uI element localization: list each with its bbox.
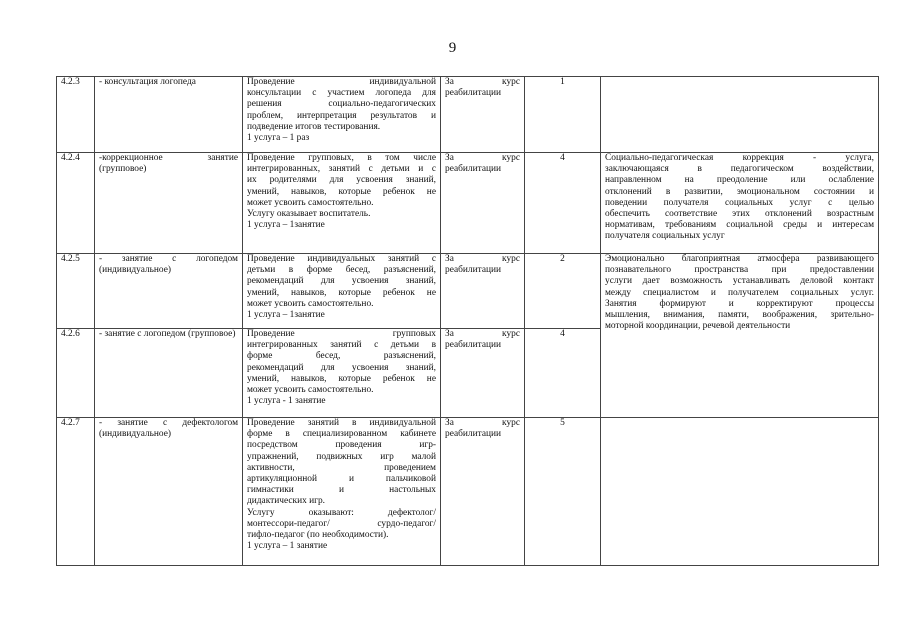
desc-line: детьми в форме бесед, разъяснений, [247, 265, 436, 276]
service-unit: 1 услуга – 1 занятие [247, 541, 328, 552]
content-line: между специалистом и получателем социальных услуг. [605, 287, 874, 298]
service-name: - занятие с логопедом (индивидуальное) [95, 254, 243, 329]
term-line: За курс [445, 254, 520, 264]
service-quantity: 2 [525, 254, 601, 329]
desc-line: форме в специализированном кабинете [247, 429, 436, 440]
content-line: познавательного пространства при предоставлении [605, 265, 874, 276]
content-line: Эмоционально благоприятная атмосфера развивающего [605, 254, 874, 264]
desc-line: Проведение индивидуальной [247, 77, 436, 87]
desc-line: интегрированных, занятий с детьми и с [247, 164, 436, 175]
service-quantity: 4 [525, 329, 601, 418]
service-description [243, 77, 441, 153]
desc-line: может усвоить самостоятельно. [247, 298, 374, 309]
desc-line: их родителями для усвоения знаний, [247, 175, 436, 186]
service-term [441, 418, 525, 566]
desc-line: дидактических игр. [247, 496, 326, 507]
desc-line: интегрированных занятий с детьми в [247, 340, 436, 351]
term-line: реабилитации [445, 429, 502, 440]
service-unit: 1 услуга – 1занятие [247, 220, 325, 231]
table-row [57, 153, 879, 254]
term-line: За курс [445, 329, 520, 339]
provider-line: Услугу оказывают: дефектолог/ [247, 507, 436, 518]
desc-line: проблем, интерпретация результатов и [247, 110, 436, 121]
service-term [441, 329, 525, 418]
page-number: 9 [448, 40, 457, 56]
content-line: заключающаяся в педагогическом воздействии, [605, 164, 874, 175]
desc-line: консультации с участием логопеда для [247, 88, 436, 99]
services-table [56, 76, 879, 566]
desc-line: умений, навыков, которые ребенок не [247, 287, 436, 298]
row-number: 4.2.3 [57, 77, 95, 153]
content-line: поведении получателя социальных услуг с целью [605, 197, 874, 208]
desc-line: артикуляционной и пальчиковой [247, 474, 436, 485]
service-description [243, 153, 441, 254]
desc-line: Проведение индивидуальных занятий с [247, 254, 436, 264]
service-unit: 1 услуга - 1 занятие [247, 396, 326, 407]
content-line: получателя социальных услуг [605, 231, 725, 242]
desc-line: Проведение занятий в индивидуальной [247, 418, 436, 428]
service-quantity: 5 [525, 418, 601, 566]
service-description [243, 418, 441, 566]
service-term [441, 77, 525, 153]
term-line: реабилитации [445, 164, 502, 175]
table-row [57, 418, 879, 566]
service-name: -коррекционное занятие (групповое) [95, 153, 243, 254]
desc-line: гимнастики и настольных [247, 485, 436, 496]
row-number: 4.2.4 [57, 153, 95, 254]
content-line: отклонений в развитии, эмоциональном состоянии и [605, 186, 874, 197]
service-provider: Услугу оказывает воспитатель. [247, 209, 371, 220]
content-line: мышления, внимания, памяти, воображения, зрительно- [605, 310, 874, 321]
row-number: 4.2.5 [57, 254, 95, 329]
service-term [441, 254, 525, 329]
service-name: - занятие с дефектологом (индивидуальное) [95, 418, 243, 566]
content-line: Социально-педагогическая коррекция - услуга, [605, 153, 874, 163]
desc-line: может усвоить самостоятельно. [247, 197, 374, 208]
desc-line: форме бесед, разъяснений, [247, 351, 436, 362]
service-description [243, 254, 441, 329]
provider-line: тифло-педагог (по необходимости). [247, 530, 389, 541]
content-line: обеспечить соответствие этих отклонений возрастным [605, 209, 874, 220]
table-row [57, 254, 879, 329]
row-number: 4.2.7 [57, 418, 95, 566]
service-term [441, 153, 525, 254]
desc-line: Проведение групповых [247, 329, 436, 339]
service-unit: 1 услуга – 1занятие [247, 310, 325, 321]
service-name: - занятие с логопедом (групповое) [95, 329, 243, 418]
provider-line: монтессори-педагог/ сурдо-педагог/ [247, 518, 436, 529]
service-quantity: 4 [525, 153, 601, 254]
term-line: За курс [445, 418, 520, 428]
service-content-empty [601, 77, 879, 153]
content-line: направленном на преодоление или ослабление [605, 175, 874, 186]
service-content [601, 254, 879, 418]
desc-line: рекомендаций для усвоения знаний, [247, 276, 436, 287]
term-line: За курс [445, 77, 520, 87]
service-quantity: 1 [525, 77, 601, 153]
service-unit: 1 услуга – 1 раз [247, 133, 310, 144]
content-line: нормативам, требованиям социальной среды и интересам [605, 220, 874, 231]
service-description [243, 329, 441, 418]
service-content-empty [601, 418, 879, 566]
desc-line: решения социально-педагогических [247, 99, 436, 110]
term-line: реабилитации [445, 88, 502, 99]
desc-line: подведение итогов тестирования. [247, 121, 381, 132]
term-line: реабилитации [445, 265, 502, 276]
service-content [601, 153, 879, 254]
content-line: моторной координации, речевой деятельности [605, 321, 791, 332]
term-line: За курс [445, 153, 520, 163]
desc-line: упражнений, подвижных игр малой [247, 451, 436, 462]
desc-line: умений, навыков, которые ребенок не [247, 186, 436, 197]
desc-line: посредством проведения игр- [247, 440, 436, 451]
content-line: услуги дает возможность устанавливать деловой контакт [605, 276, 874, 287]
desc-line: Проведение групповых, в том числе [247, 153, 436, 163]
desc-line: умений, навыков, которые ребенок не [247, 373, 436, 384]
row-number: 4.2.6 [57, 329, 95, 418]
content-line: Занятия формируют и корректируют процессы [605, 298, 874, 309]
desc-line: активности, проведением [247, 462, 436, 473]
desc-line: рекомендаций для усвоения знаний, [247, 362, 436, 373]
term-line: реабилитации [445, 340, 502, 351]
desc-line: может усвоить самостоятельно. [247, 385, 374, 396]
table-row [57, 77, 879, 153]
service-name: - консультация логопеда [95, 77, 243, 153]
